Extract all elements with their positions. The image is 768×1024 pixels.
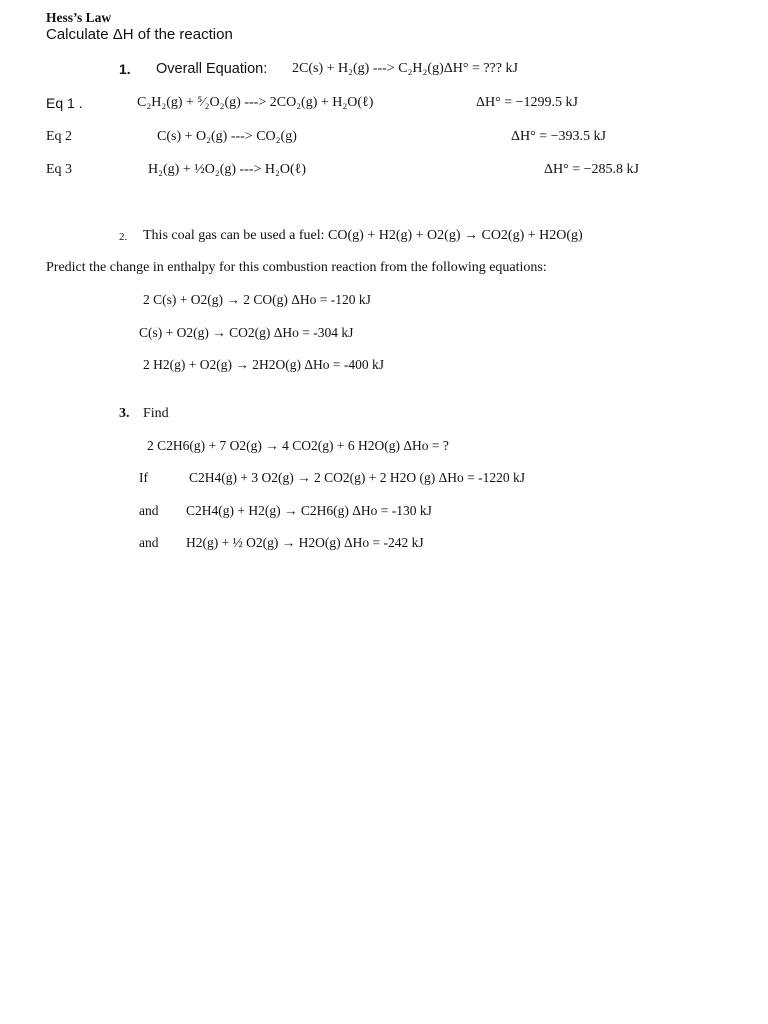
problem-2-given-1: 2 C(s) + O2(g) → 2 CO(g) ΔHo = -120 kJ	[143, 292, 371, 307]
eq1-enthalpy: ΔH° = −1299.5 kJ	[476, 95, 578, 110]
problem-3-given-1: C2H4(g) + 3 O2(g) → 2 CO2(g) + 2 H2O (g) ΔHo = -1220 kJ	[189, 470, 525, 485]
eq2-label: Eq 2	[46, 129, 73, 144]
overall-equation: 2C(s) + H₂(g) ---> C₂H₂(g)ΔH° = ??? kJ	[292, 61, 518, 76]
problem-2-instruction: Predict the change in enthalpy for this combustion reaction from the following equations:	[46, 260, 547, 275]
problem-3-given-1-prefix: If	[139, 470, 148, 485]
eq1-equation: C₂H₂(g) + ⁵⁄₂O₂(g) ---> 2CO₂(g) + H₂O(ℓ)	[137, 95, 374, 110]
eq1-label: Eq 1 .	[46, 95, 83, 111]
problem-3-given-3-prefix: and	[139, 535, 159, 550]
problem-2-number: 2.	[119, 231, 128, 243]
eq3-equation: H₂(g) + ½O₂(g) ---> H₂O(ℓ)	[148, 162, 307, 177]
eq3-enthalpy: ΔH° = −285.8 kJ	[544, 162, 639, 177]
eq2-enthalpy: ΔH° = −393.5 kJ	[511, 129, 606, 144]
problem-3-given-2-prefix: and	[139, 503, 159, 518]
problem-3-target-equation: 2 C2H6(g) + 7 O2(g) → 4 CO2(g) + 6 H2O(g) ΔHo = ?	[147, 438, 449, 453]
problem-2-text: This coal gas can be used a fuel: CO(g) + H2(g) + O2(g) → CO2(g) + H2O(g)	[143, 228, 583, 243]
eq3-label: Eq 3	[46, 162, 73, 177]
page-subtitle: Calculate ΔH of the reaction	[46, 26, 233, 43]
problem-2-given-3: 2 H2(g) + O2(g) → 2H2O(g) ΔHo = -400 kJ	[143, 357, 385, 372]
page-title: Hess’s Law	[46, 10, 112, 25]
problem-3-label: Find	[143, 406, 169, 421]
problem-3-given-2: C2H4(g) + H2(g) → C2H6(g) ΔHo = -130 kJ	[186, 503, 432, 518]
problem-1-label: Overall Equation:	[156, 61, 268, 77]
problem-3-given-3: H2(g) + ½ O2(g) → H2O(g) ΔHo = -242 kJ	[186, 535, 424, 550]
problem-3-number: 3.	[119, 406, 130, 421]
eq2-equation: C(s) + O₂(g) ---> CO₂(g)	[157, 129, 297, 144]
problem-2-given-2: C(s) + O2(g) → CO2(g) ΔHo = -304 kJ	[139, 325, 354, 340]
problem-1-number: 1.	[119, 61, 131, 77]
